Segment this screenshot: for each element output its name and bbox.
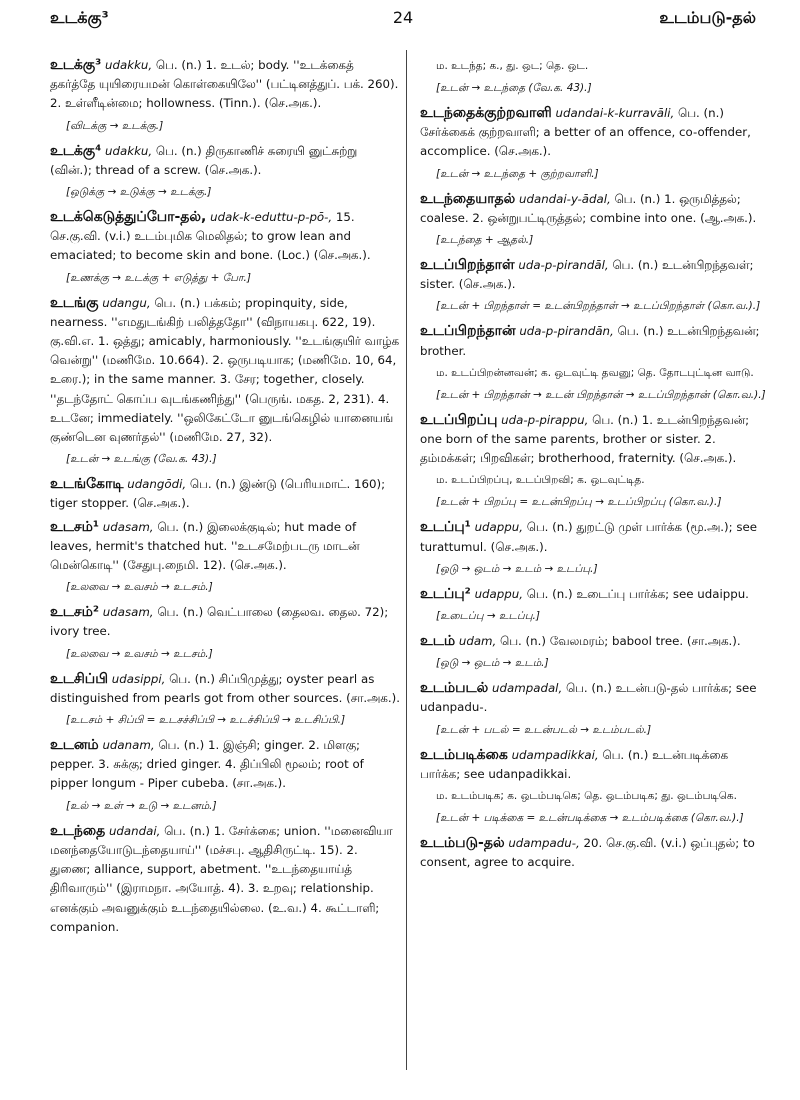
entry-etymology: [உடைப்பு → உடப்பு.]	[436, 610, 540, 623]
entry-headword: உடசம்¹	[50, 518, 99, 535]
entry-definition: பெ. (n.) சிப்பிமுத்து; oyster pearl as distinguished from pearls got from other sources. (சா.அக.).	[50, 671, 400, 705]
entry-definition: பெ. (n.) உடன்படு-தல் பார்க்க; see udanpadu-.	[420, 681, 757, 715]
entry-etymology: [உலவை → உவசம் → உடசம்.]	[66, 581, 213, 594]
dictionary-entry	[50, 822, 400, 937]
entry-transliteration: udandai-y-ādal,	[519, 191, 611, 206]
entry-definition: பெ. (n.) 1. சேர்க்கை; union. ''மனைவியா மனந்தையோடுடந்தையாய்'' (மச்சபு. ஆதிசிருட்டி. 15). 2. துணை; alliance, support, abetment. ''உடந்தையாய்த் திரிவாரும்'' (இராமநா. அயோத். 4). 3. உறவு; relationship. எனக்கும் அவனுக்கும் உடந்தையில்லை. (உ.வ.) 4. கூட்டாளி; companion.	[50, 823, 393, 934]
entry-headword: உடப்பு¹	[420, 519, 471, 536]
dictionary-entry	[50, 294, 400, 448]
entry-headword: உடம்படிக்கை	[420, 746, 508, 763]
dictionary-entry	[50, 208, 400, 266]
entry-transliteration: udak-k-eduttu-p-pō-,	[210, 210, 333, 225]
entry-cognates: ம. உடப்பிறன்னவன்; க. ஒடவுட்டி தவனு; தெ. தோடபுட்டின வாடு.	[436, 366, 754, 379]
entry-etymology: [உணக்கு → உடக்கு + எடுத்து + போ.]	[66, 271, 251, 284]
dictionary-entry	[420, 746, 770, 784]
entry-transliteration: uda-p-pirappu,	[501, 412, 589, 427]
entry-headword: உடப்பு²	[420, 585, 471, 602]
entry-definition: பெ. (n.) 1. உடன்பிறந்தவன்; one born of the same parents, brother or sister. 2. தம்மக்கள்; பிறவிகள்; brotherhood, fraternity. (செ.அக.).	[420, 412, 750, 466]
entry-etymology: [ஒடு → ஒடம் → உடம் → உடப்பு.]	[436, 562, 598, 575]
entry-etymology: [உடன் + படிக்கை = உடன்படிக்கை → உடம்படிக்கை (கொ.வ.).]	[436, 812, 744, 825]
entry-transliteration: udasam,	[102, 519, 154, 534]
entry-transliteration: udasippi,	[111, 671, 166, 686]
entry-transliteration: udampadu-,	[508, 836, 580, 851]
entry-definition: பெ. (n.) திருகாணிச் சுரையி னுட்சுற்று (வின்.); thread of a screw. (செ.அக.).	[50, 143, 358, 177]
entry-headword: உடசம்²	[50, 604, 99, 621]
entry-transliteration: udakku,	[105, 58, 153, 72]
dictionary-entry	[420, 632, 770, 651]
entry-headword: உடனம்	[50, 737, 99, 754]
entry-headword: உடந்தையாதல்	[420, 190, 516, 207]
entry-transliteration: uda-p-pirandān,	[519, 324, 614, 339]
page-header	[50, 8, 756, 34]
entry-definition: பெ. (n.) 1. ஒருமித்தல்; coalese. 2. ஒன்றுபட்டிருத்தல்; combine into one. (ஆ.அக.).	[420, 191, 757, 225]
entry-definition: பெ. (n.) 1. இஞ்சி; ginger. 2. மிளகு; pepper. 3. சுக்கு; dried ginger. 4. திப்பிலி மூலம்; root of pipper longum - Piper cubeba. (சா.அக.).	[50, 738, 364, 791]
dictionary-entry	[50, 736, 400, 794]
entry-definition: 15. செ.கு.வி. (v.i.) உடம்புமிக மெலிதல்; to grow lean and emaciated; to become skin and bone. (Loc.) (செ.அக.).	[50, 210, 371, 263]
entry-transliteration: udangōdi,	[127, 477, 187, 492]
entry-etymology: [உடன் → உடங்கு (வே.க. 43).]	[66, 453, 217, 466]
entry-headword: உடம்படல்	[420, 680, 489, 697]
entry-etymology: [உடன் + பிறப்பு = உடன்பிறப்பு → உடப்பிறப்பு (கொ.வ.).]	[436, 496, 722, 509]
entry-cognates: ம. உடப்பிறப்பு, உடப்பிறவி; க. ஒடவுட்டித.	[436, 474, 645, 487]
dictionary-entry	[420, 518, 770, 556]
entry-definition: பெ. (n.) துறட்டு முள் பார்க்க (மூ.அ.); see turattumul. (செ.அக.).	[420, 520, 757, 554]
entry-transliteration: udampadal,	[492, 681, 563, 696]
dictionary-entry	[420, 256, 770, 294]
entry-transliteration: udakku,	[105, 143, 153, 158]
entry-definition: 20. செ.கு.வி. (v.i.) ஒப்புதல்; to consent, agree to acquire.	[420, 836, 755, 870]
entry-etymology: [உடசம் + சிப்பி = உடசச்சிப்பி → உடச்சிப்பி → உடசிப்பி.]	[66, 714, 346, 727]
entry-definition: பெ. (n.) பக்கம்; propinquity, side, nearness. ''எமதுடங்கிற் பலித்ததோ'' (விநாயகபு. 622, 19). கு.வி.எ. 1. ஒத்து; amicably, harmoniously. ''உடங்குயிர் வாழ்க வென்று'' (மணிமே. 10.664). 2. ஒருபடியாக; (மணிமே. 10, 64, உரை.); in the same manner. 3. சேர; together, closely. ''தடந்தோட் கொப்ப வுடங்கணிந்து'' (பெருங். மகத. 2, 231). 4. உடனே; immediately. ''ஒலிகேட்டோ னுடங்கெழில் யானையங் குண்டென வுணர்தல்'' (மணிமே. 27, 32).	[50, 295, 400, 445]
entry-etymology: [உடன் → உடந்தை + குற்றவாளி.]	[436, 167, 599, 180]
dictionary-entry	[50, 670, 400, 708]
entry-etymology: [உடன் + பிறந்தாள் = உடன்பிறந்தாள் → உடப்பிறந்தாள் (கொ.வ.).]	[436, 300, 761, 313]
entry-transliteration: udampadikkai,	[511, 747, 599, 762]
header-right-guideword: உடம்படு-தல்	[659, 8, 756, 27]
entry-definition: பெ. (n.) உடன்பிறந்தவன்; brother.	[420, 324, 760, 358]
entry-headword: உடம்படு-தல்	[420, 835, 505, 852]
dictionary-entry	[50, 56, 400, 114]
column-divider	[406, 50, 407, 1070]
dictionary-entry	[420, 190, 770, 228]
dictionary-entry	[50, 475, 400, 513]
dictionary-entry	[420, 585, 770, 604]
entry-transliteration: udandai-k-kurravāli,	[555, 106, 675, 120]
entry-etymology: [உடன் → உடந்தை (வே.க. 43).]	[436, 82, 592, 94]
entry-etymology: [உடன் + பிறந்தான் → உடன் பிறந்தான் → உடப்பிறந்தான் (கொ.வ.).]	[436, 388, 766, 401]
entry-headword: உடங்கு	[50, 294, 99, 311]
entry-headword: உடப்பிறப்பு	[420, 411, 498, 428]
dictionary-entry	[420, 679, 770, 717]
entry-headword: உடம்	[420, 633, 456, 650]
entry-transliteration: udappu,	[474, 586, 523, 601]
entry-cognates: ம. உடந்த; க., து. ஒட; தெ. ஒட.	[436, 60, 589, 72]
dictionary-entry	[420, 834, 770, 872]
right-column	[420, 56, 770, 876]
entry-transliteration: udasam,	[102, 605, 154, 620]
entry-definition: பெ. (n.) சேர்க்கைக் குற்றவாளி; a better of an offence, co-offender, accomplice. (செ.அக.).	[420, 106, 751, 159]
dictionary-entry	[50, 603, 400, 641]
page-number: 24	[392, 8, 414, 27]
entry-headword: உடங்கோடி	[50, 476, 124, 493]
entry-etymology: [ஒடுக்கு → உடுக்கு → உடக்கு.]	[66, 186, 212, 199]
entry-headword: உடப்பிறந்தான்	[420, 323, 516, 340]
entry-definition: பெ. (n.) இலைக்குடில்; hut made of leaves, hermit's thatched hut. ''உடசமேற்படரு மாடன் மென்கொடி'' (சேதுபு.நைமி. 12). (செ.அக.).	[50, 519, 360, 573]
entry-transliteration: udappu,	[474, 520, 523, 535]
entry-etymology: [உடன் + படல் = உடன்படல் → உடம்படல்.]	[436, 723, 652, 736]
entry-cognates: ம. உடம்படிக; க. ஒடம்படிகெ; தெ. ஒடம்படிக; து. ஒடம்படிகெ.	[436, 790, 737, 803]
entry-transliteration: uda-p-pirandāl,	[518, 258, 609, 273]
left-column	[50, 56, 400, 941]
entry-headword: உடந்தைக்குற்றவாளி	[420, 105, 552, 121]
entry-headword: உடக்கு⁴	[50, 142, 102, 159]
entry-etymology: [உடந்தை + ஆதல்.]	[436, 234, 534, 247]
entry-definition: பெ. (n.) வேலமரம்; babool tree. (சா.அக.).	[500, 634, 741, 649]
entry-headword: உடக்கெடுத்துப்போ-தல்,	[50, 209, 207, 226]
entry-transliteration: udanam,	[102, 738, 155, 753]
entry-headword: உடசிப்பி	[50, 670, 108, 687]
entry-transliteration: udam,	[458, 634, 497, 649]
entry-definition: பெ. (n.) 1. உடல்; body. ''உடக்கைத் தகர்த்தே யுயிரையமன் கொள்கையிலே'' (பட்டினத்துப். பக். 260). 2. உள்ளீடின்மை; hollowness. (Tinn.). (செ.அக.).	[50, 58, 399, 111]
entry-definition: பெ. (n.) இண்டு (பெரியமாட். 160); tiger stopper. (செ.அக.).	[50, 477, 386, 511]
entry-transliteration: udandai,	[108, 823, 161, 838]
entry-headword: உடக்கு³	[50, 57, 102, 73]
dictionary-entry	[420, 104, 770, 162]
entry-definition: பெ. (n.) உடன்பிறந்தவள்; sister. (செ.அக.).	[420, 258, 754, 292]
dictionary-entry	[420, 322, 770, 360]
entry-definition: பெ. (n.) வெட்பாலை (தைலவ. தைல. 72); ivory tree.	[50, 605, 389, 639]
entry-transliteration: udangu,	[102, 295, 151, 310]
entry-etymology: [ஒடு → ஒடம் → உடம்.]	[436, 657, 549, 670]
entry-etymology: [உல் → உள் → உடு → உடனம்.]	[66, 799, 217, 812]
dictionary-entry	[50, 142, 400, 180]
entry-headword: உடப்பிறந்தாள்	[420, 257, 515, 274]
entry-definition: பெ. (n.) உடைப்பு பார்க்க; see udaippu.	[526, 586, 749, 601]
entry-headword: உடந்தை	[50, 822, 106, 839]
header-left-guideword: உடக்கு³	[50, 8, 109, 27]
entry-etymology: [விடக்கு → உடக்கு.]	[66, 119, 164, 132]
dictionary-entry	[50, 518, 400, 576]
entry-etymology: [உலவை → உவசம் → உடசம்.]	[66, 647, 213, 660]
dictionary-entry	[420, 411, 770, 469]
entry-definition: பெ. (n.) உடன்படிக்கை பார்க்க; see udanpadikkai.	[420, 747, 729, 781]
